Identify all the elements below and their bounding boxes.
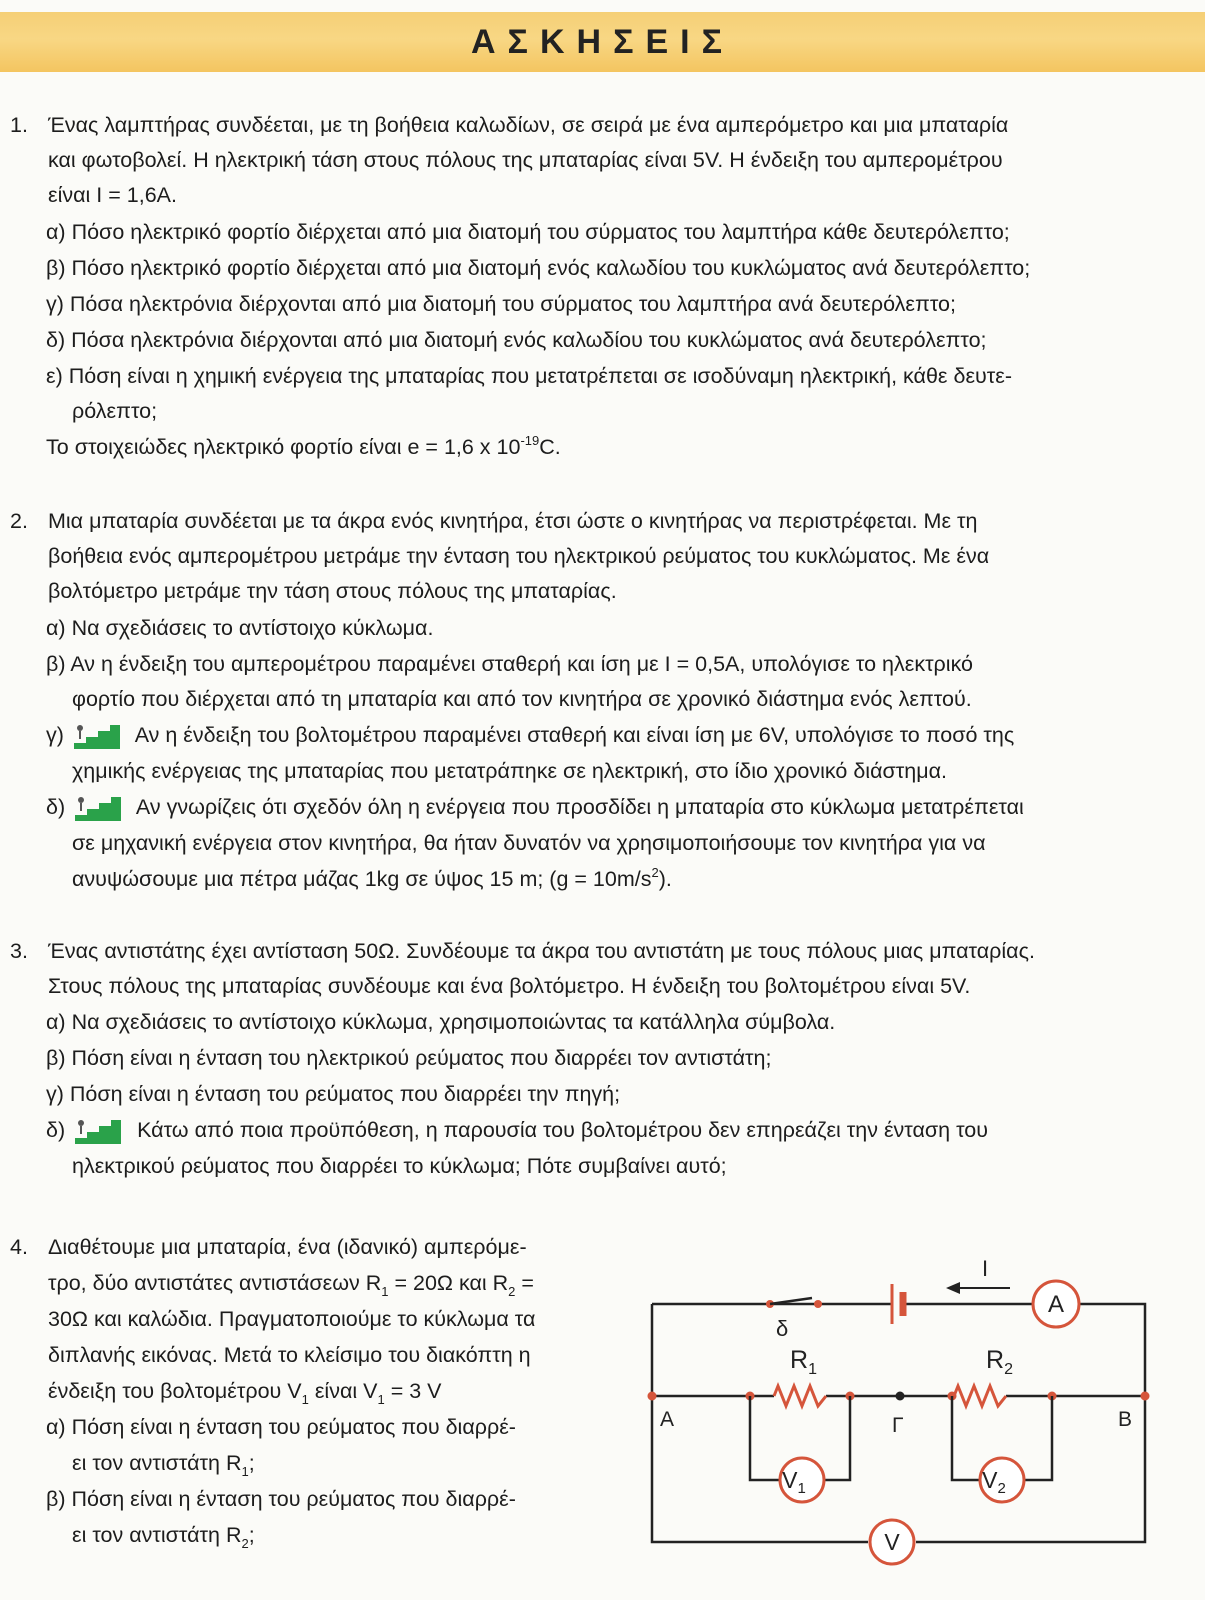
exercise-number: 2. <box>10 509 28 533</box>
exercise-text: είναι I = 1,6A. <box>48 183 177 207</box>
question-c: γ) Πόσα ηλεκτρόνια διέρχονται από μια διατομή του σύρματος του λαμπτήρα ανά δευτερόλεπτο; <box>46 292 956 316</box>
exercise-number: 1. <box>10 113 28 137</box>
question-c: γ) Πόση είναι η ένταση του ρεύματος που διαρρέει την πηγή; <box>46 1082 621 1106</box>
exercise-text: Στους πόλους της μπαταρίας συνδέουμε και ένα βολτόμετρο. Η ένδειξη του βολτομέτρου είναι 5V. <box>48 974 971 998</box>
question-d-cont: ανυψώσουμε μια πέτρα μάζας 1kg σε ύψος 15 m; $(g = 10m/s^2)$. <box>72 865 672 891</box>
exercise-text: διπλανής εικόνας. Μετά το κλείσιμο του διακόπτη η <box>48 1343 531 1367</box>
node-g-label: Γ <box>892 1414 904 1437</box>
exercise-text: Ένας λαμπτήρας συνδέεται, με τη βοήθεια καλωδίων, σε σειρά με ένα αμπερόμετρο και μια μπαταρία <box>48 113 1009 137</box>
difficulty-icon <box>75 795 121 821</box>
current-arrowhead <box>946 1282 960 1294</box>
question-d: δ) Πόσα ηλεκτρόνια διέρχονται από μια διατομή ενός καλωδίου του κυκλώματος ανά δευτερόλεπτο; <box>46 328 987 352</box>
question-b: β) Πόσο ηλεκτρικό φορτίο διέρχεται από μια διατομή ενός καλωδίου του κυκλώματος ανά δευτερόλεπτο; <box>46 256 1031 280</box>
question-b-cont: φορτίο που διέρχεται από τη μπαταρία και από τον κινητήρα σε χρονικό διάστημα ενός λεπτού. <box>72 687 972 711</box>
exercise-text: βολτόμετρο μετράμε την τάση στους πόλους της μπαταρίας. <box>48 579 617 603</box>
v2-label: $V_2$ <box>982 1467 1006 1497</box>
question-a-cont: ει τον αντιστάτη $R_1$; <box>72 1451 255 1479</box>
exercise-text: και φωτοβολεί. Η ηλεκτρική τάση στους πόλους της μπαταρίας είναι 5V. Η ένδειξη του αμπερομέτρου <box>48 148 1003 172</box>
question-b: β) Πόση είναι η ένταση του ηλεκτρικού ρεύματος που διαρρέει τον αντιστάτη; <box>46 1046 772 1070</box>
exercise-text: Ένας αντιστάτης έχει αντίσταση 50Ω. Συνδέουμε τα άκρα του αντιστάτη με τους πόλους μιας μπαταρίας. <box>48 939 1035 963</box>
title-banner <box>0 12 1205 72</box>
node-b-dot <box>1141 1392 1150 1401</box>
question-a: α) Πόση είναι η ένταση του ρεύματος που διαρρέ- <box>46 1415 516 1439</box>
exercise-text: 30Ω και καλώδια. Πραγματοποιούμε το κύκλωμα τα <box>48 1307 536 1331</box>
question-b: β) Αν η ένδειξη του αμπερομέτρου παραμένει σταθερή και ίση με I = 0,5A, υπολόγισε το ηλεκτρικό <box>46 652 974 676</box>
question-e-cont: ρόλεπτο; <box>72 399 158 423</box>
question-b: β) Πόση είναι η ένταση του ρεύματος που διαρρέ- <box>46 1487 516 1511</box>
switch-contact <box>814 1300 822 1308</box>
exercise-text: Διαθέτουμε μια μπαταρία, ένα (ιδανικό) αμπερόμε- <box>48 1235 527 1259</box>
v1-label: $V_1$ <box>782 1467 806 1497</box>
question-a: α) Να σχεδιάσεις το αντίστοιχο κύκλωμα. <box>46 616 434 640</box>
question-c-cont: χημικής ενέργειας της μπαταρίας που μετατράπηκε σε ηλεκτρική, στο ίδιο χρονικό διάστημα. <box>72 759 948 783</box>
question-b-cont: ει τον αντιστάτη $R_2$; <box>72 1523 255 1551</box>
ammeter-label: A <box>1047 1291 1065 1318</box>
question-a: α) Πόσο ηλεκτρικό φορτίο διέρχεται από μια διατομή του σύρματος του λαμπτήρα κάθε δευτερόλεπτο; <box>46 220 1010 244</box>
current-label: I <box>982 1256 989 1281</box>
exercise-text: ένδειξη του βολτομέτρου $V_1$ είναι $V_1 = 3$ V <box>48 1379 442 1407</box>
node-b-label: B <box>1118 1408 1133 1431</box>
question-d-cont: ηλεκτρικού ρεύματος που διαρρέει το κύκλωμα; Πότε συμβαίνει αυτό; <box>72 1154 727 1178</box>
exercise-text: βοήθεια ενός αμπερομέτρου μετράμε την ένταση του ηλεκτρικού ρεύματος του κυκλώματος. Με ένα <box>48 544 990 568</box>
difficulty-icon <box>75 1118 121 1144</box>
exercise-text: Μια μπαταρία συνδέεται με τα άκρα ενός κινητήρα, έτσι ώστε ο κινητήρας να περιστρέφεται. Με τη <box>48 509 978 533</box>
difficulty-icon <box>74 723 120 749</box>
question-d: δ) Κάτω από ποια προϋπόθεση, η παρουσία του βολτομέτρου δεν επηρεάζει την ένταση του <box>46 1115 988 1145</box>
resistor-r1 <box>774 1386 826 1406</box>
question-e: ε) Πόση είναι η χημική ενέργεια της μπαταρίας που μετατρέπεται σε ισοδύναμη ηλεκτρική, κάθε δευτε- <box>46 364 1013 388</box>
v-label: V <box>884 1529 900 1555</box>
node-a-label: A <box>660 1408 675 1431</box>
resistor-r2 <box>954 1386 1006 1406</box>
switch-label: δ <box>776 1316 789 1341</box>
circuit-diagram <box>640 1250 1180 1595</box>
page-title: ΑΣΚΗΣΕΙΣ <box>471 23 734 61</box>
question-a: α) Να σχεδιάσεις το αντίστοιχο κύκλωμα, χρησιμοποιώντας τα κατάλληλα σύμβολα. <box>46 1010 836 1034</box>
exercise-text: τρο, δύο αντιστάτες αντιστάσεων $R_1 = 20\Omega$ και $R_2$ = <box>48 1271 534 1299</box>
question-c: γ) Αν η ένδειξη του βολτομέτρου παραμένει σταθερή και είναι ίση με 6V, υπολόγισε το ποσό της <box>46 720 1014 750</box>
node-a-dot <box>648 1392 657 1401</box>
exercise-number: 4. <box>10 1235 28 1259</box>
question-d: δ) Αν γνωρίζεις ότι σχεδόν όλη η ενέργεια που προσδίδει η μπαταρία στο κύκλωμα μετατρέπεται <box>46 792 1024 822</box>
charge-note: Το στοιχειώδες ηλεκτρικό φορτίο είναι e = 1,6 x $10^{-19}C$. <box>46 433 561 459</box>
r2-label: $R_2$ <box>986 1346 1013 1378</box>
exercise-number: 3. <box>10 939 28 963</box>
question-d-cont: σε μηχανική ενέργεια στον κινητήρα, θα ήταν δυνατόν να χρησιμοποιήσουμε τον κινητήρα για να <box>72 831 986 855</box>
r1-label: $R_1$ <box>790 1346 817 1378</box>
node-g-dot <box>896 1392 905 1401</box>
